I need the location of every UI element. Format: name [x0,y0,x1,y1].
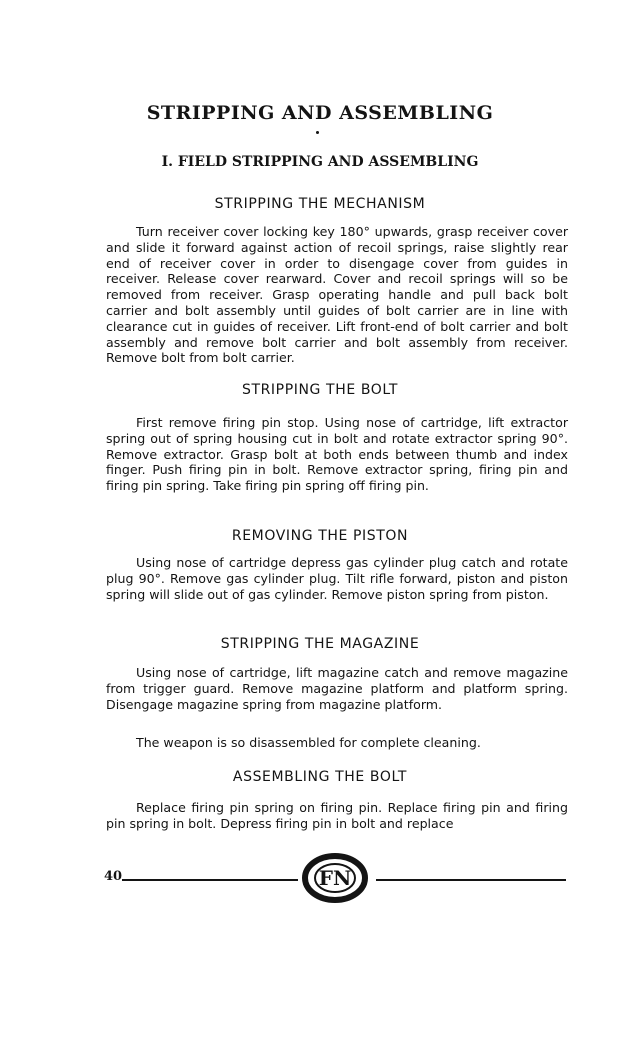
section-heading-removing-piston: REMOVING THE PISTON [231,528,409,544]
logo-monogram-text: FN [318,866,352,890]
paragraph-assembling-bolt: Replace firing pin spring on firing pin. Replace firing pin and firing pin spring in bolt. Depress firing pin in bolt and replace [106,800,568,831]
fn-monogram-icon [300,853,370,903]
section-heading-assembling-bolt: ASSEMBLING THE BOLT [232,769,408,785]
page-footer [0,852,640,902]
page-title: STRIPPING AND ASSEMBLING [146,102,494,124]
paragraph-removing-piston: Using nose of cartridge depress gas cylinder plug catch and rotate plug 90°. Remove gas cylinder plug. Tilt rifle forward, piston and piston spring will slide out of gas cylinder. Remove piston spring from piston. [106,555,568,602]
decorative-dot [316,131,319,134]
footer-rule-right [376,879,566,881]
page-number: 40 [104,869,123,884]
paragraph-stripping-magazine: Using nose of cartridge, lift magazine catch and remove magazine from trigger guard. Remove magazine platform and platform spring. Disengage magazine spring from magazine platform. [106,665,568,712]
paragraph-disassembled-note: The weapon is so disassembled for complete cleaning. [136,735,481,750]
footer-rule-left [122,879,298,881]
section-heading-stripping-magazine: STRIPPING THE MAGAZINE [220,636,420,652]
section-heading-stripping-bolt: STRIPPING THE BOLT [241,382,399,398]
paragraph-stripping-bolt: First remove firing pin stop. Using nose of cartridge, lift extractor spring out of spring housing cut in bolt and rotate extractor spring 90°. Remove extractor. Grasp bolt at both ends between thumb and index finger. Push firing pin in bolt. Remove extractor spring, firing pin and firing pin spring. Take firing pin spring off firing pin. [106,415,568,494]
chapter-subtitle: I. FIELD STRIPPING AND ASSEMBLING [161,154,479,170]
paragraph-stripping-mechanism: Turn receiver cover locking key 180° upwards, grasp receiver cover and slide it forward against action of recoil springs, raise slightly rear end of receiver cover in order to disengage cover from guides in receiver. Release cover rearward. Cover and recoil springs will so be removed from receiver. Grasp operating handle and pull back bolt carrier and bolt assembly until guides of bolt carrier are in line with clearance cut in guides of receiver. Lift front-end of bolt carrier and bolt assembly and remove bolt carrier and bolt assembly from receiver. Remove bolt from bolt carrier. [106,224,568,366]
section-heading-stripping-mechanism: STRIPPING THE MECHANISM [214,196,426,212]
